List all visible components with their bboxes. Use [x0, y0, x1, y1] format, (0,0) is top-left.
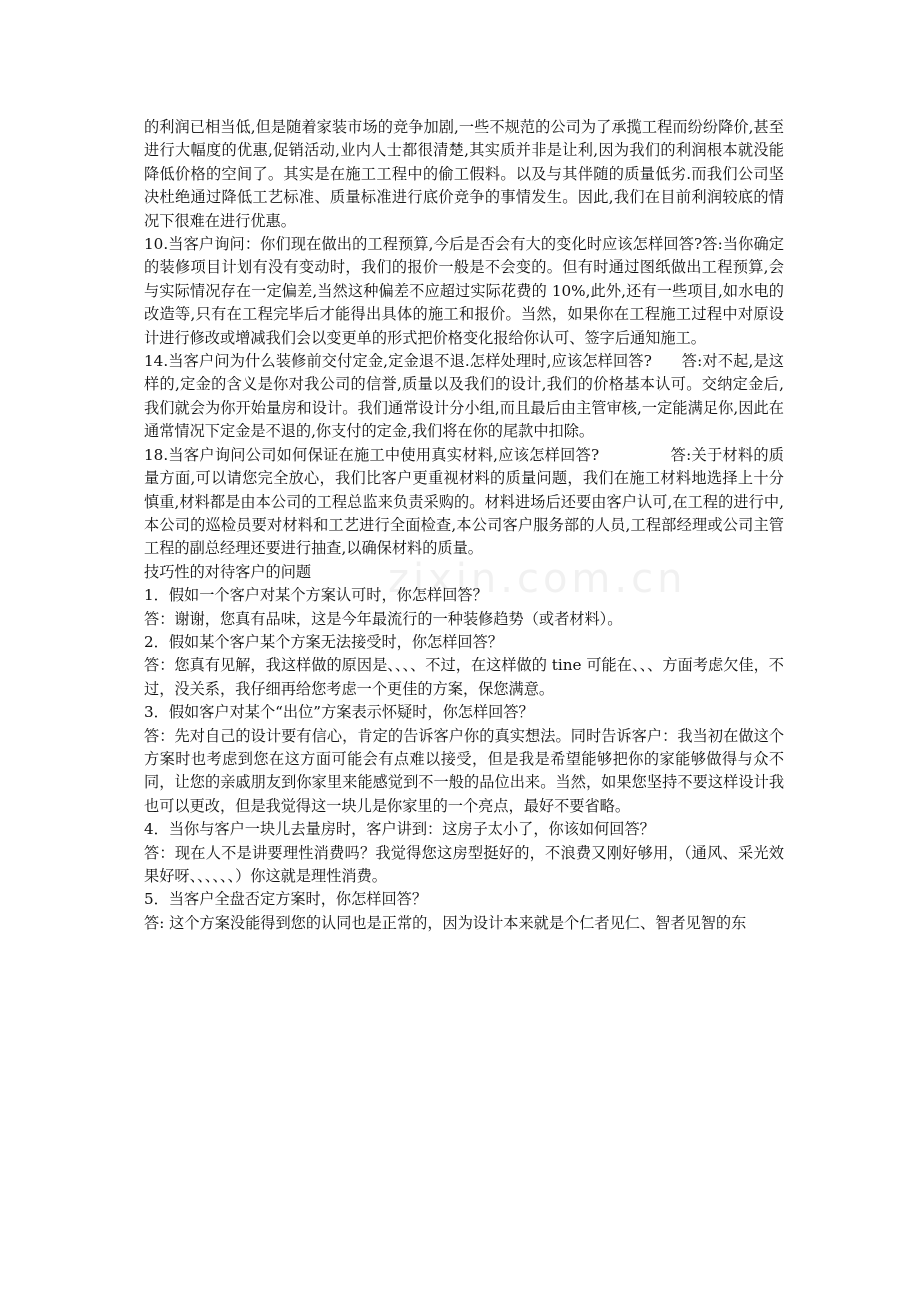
answer-3: 答：先对自己的设计要有信心，肯定的告诉客户你的真实想法。同时告诉客户：我当初在做这个方案时也考虑到您在这方面可能会有点难以接受，但是我是希望能够把你的家能够做得与众不同，让您的亲戚朋友到你家里来能感觉到不一般的品位出来。当然，如果您坚持不要这样设计我也可以更改，但是我觉得这一块儿是你家里的一个亮点，最好不要省略。 — [144, 726, 784, 815]
paragraph-q14-deposit: 14.当客户问为什么装修前交付定金,定金退不退.怎样处理时,应该怎样回答? 答:对不起,是这样的,定金的含义是你对我公司的信誉,质量以及我们的设计,我们的价格基本认可。交纳定金后,我们就会为你开始量房和设计。我们通常设计分小组,而且最后由主管审核,一定能满足你,因此在通常情况下定金是不退的,你支付的定金,我们将在你的尾款中扣除。 — [144, 352, 784, 441]
question-5: 5．当客户全盘否定方案时，你怎样回答？ — [144, 890, 428, 909]
question-4: 4．当你与客户一块儿去量房时，客户讲到：这房子太小了，你该如何回答？ — [144, 820, 655, 839]
section-heading-skills: 技巧性的对待客户的问题 — [144, 562, 312, 581]
answer-4: 答：现在人不是讲要理性消费吗？我觉得您这房型挺好的，不浪费又刚好够用，（通风、采光效果好呀、、、、、、）你这就是理性消费。 — [144, 843, 784, 885]
watermark-text: zixin.com.cn — [388, 556, 687, 602]
answer-1: 答：谢谢，您真有品味，这是今年最流行的一种装修趋势（或者材料）。 — [144, 609, 623, 628]
paragraph-q10-budget: 10.当客户询问：你们现在做出的工程预算,今后是否会有大的变化时应该怎样回答?答:当你确定的装修项目计划有没有变动时，我们的报价一般是不会变的。但有时通过图纸做出工程预算,会与实际情况存在一定偏差,当然这种偏差不应超过实际花费的 10%,此外,还有一些项目,如水电的改造等,只有在工程完毕后才能得出具体的施工和报价。当然，如果你在工程施工过程中对原设计进行修改或增减我们会以变更单的形式把价格变化报给你认可、签字后通知施工。 — [144, 235, 784, 347]
answer-2: 答：您真有见解，我这样做的原因是、、、、不过，在这样做的 tine 可能在、、、方面考虑欠佳，不过，没关系，我仔细再给您考虑一个更佳的方案，保您满意。 — [144, 656, 784, 698]
answer-5: 答: 这个方案没能得到您的认同也是正常的，因为设计本来就是个仁者见仁、智者见智的东 — [144, 913, 747, 932]
paragraph-q18-materials: 18.当客户询问公司如何保证在施工中使用真实材料,应该怎样回答? 答:关于材料的质量方面,可以请您完全放心，我们比客户更重视材料的质量问题，我们在施工材料地选择上十分慎重,材料都是由本公司的工程总监来负责采购的。材料进场后还要由客户认可,在工程的进行中,本公司的巡检员要对材料和工艺进行全面检查,本公司客户服务部的人员,工程部经理或公司主管工程的副总经理还要进行抽查,以确保材料的质量。 — [144, 445, 784, 558]
question-1: 1．假如一个客户对某个方案认可时，你怎样回答？ — [144, 586, 488, 605]
question-2: 2．假如某个客户某个方案无法接受时，你怎样回答？ — [144, 632, 503, 651]
question-3: 3．假如客户对某个“出位”方案表示怀疑时，你怎样回答？ — [144, 703, 534, 722]
document-body — [144, 116, 784, 935]
paragraph-profit-margin: 的利润已相当低,但是随着家装市场的竞争加剧,一些不规范的公司为了承揽工程而纷纷降价,甚至进行大幅度的优惠,促销活动,业内人士都很清楚,其实质并非是让利,因为我们的利润根本就没能降低价格的空间了。其实是在施工工程中的偷工假料。以及与其伴随的质量低劣.而我们公司坚决杜绝通过降低工艺标准、质量标准进行底价竞争的事情发生。因此,我们在目前利润较底的情况下很难在进行优惠。 — [144, 118, 784, 230]
